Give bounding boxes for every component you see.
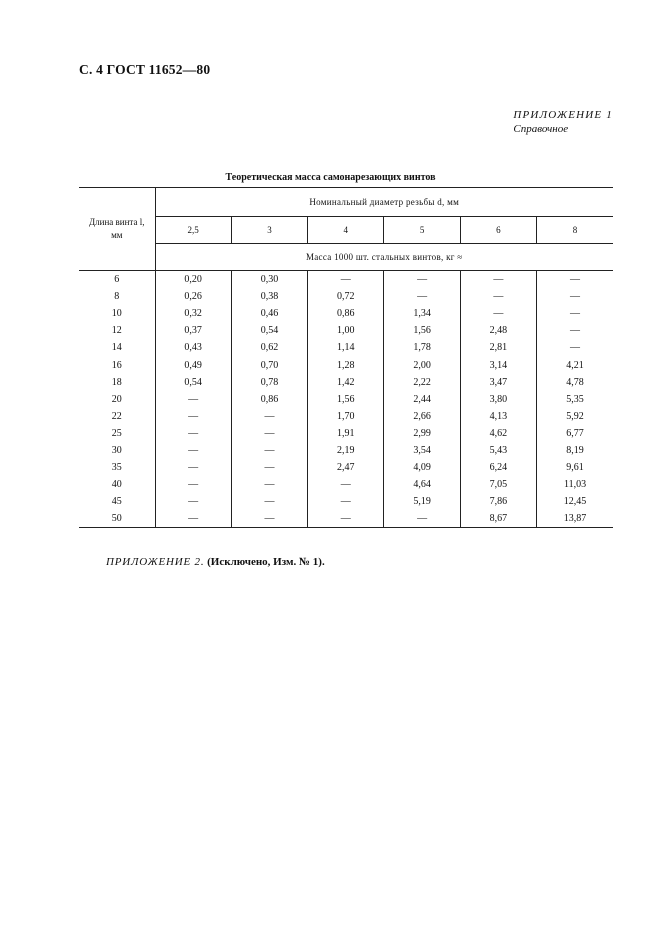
mass-cell: —	[155, 442, 231, 459]
footnote-text: (Исключено, Изм. № 1).	[207, 556, 325, 568]
mass-cell: 2,99	[384, 425, 460, 442]
table-row	[79, 305, 613, 322]
mass-cell: 3,80	[460, 391, 536, 408]
mass-cell: —	[155, 391, 231, 408]
length-cell: 40	[79, 476, 155, 493]
table-row	[79, 356, 613, 373]
mass-cell: 2,81	[460, 339, 536, 356]
mass-cell: 3,14	[460, 356, 536, 373]
mass-cell: 5,92	[537, 408, 613, 425]
mass-cell: —	[231, 459, 307, 476]
length-cell: 14	[79, 339, 155, 356]
mass-cell: —	[155, 408, 231, 425]
mass-cell: 0,54	[231, 322, 307, 339]
mass-cell: —	[384, 288, 460, 305]
mass-cell: 8,67	[460, 510, 536, 528]
table-row	[79, 459, 613, 476]
mass-cell: 2,19	[308, 442, 384, 459]
mass-cell: —	[308, 493, 384, 510]
length-cell: 10	[79, 305, 155, 322]
mass-cell: 0,43	[155, 339, 231, 356]
size-header-cell: 4	[308, 217, 384, 244]
page-header: С. 4 ГОСТ 11652—80	[79, 62, 211, 77]
mass-cell: —	[155, 510, 231, 528]
mass-cell: 0,72	[308, 288, 384, 305]
mass-cell: —	[231, 408, 307, 425]
length-cell: 16	[79, 356, 155, 373]
mass-cell: —	[155, 476, 231, 493]
table-row	[79, 476, 613, 493]
mass-cell: 2,66	[384, 408, 460, 425]
mass-cell: 0,46	[231, 305, 307, 322]
mass-cell: 1,00	[308, 322, 384, 339]
length-cell: 45	[79, 493, 155, 510]
mass-cell: —	[231, 425, 307, 442]
table-row	[79, 408, 613, 425]
length-cell: 25	[79, 425, 155, 442]
mass-cell: 2,47	[308, 459, 384, 476]
mass-cell: 13,87	[537, 510, 613, 528]
table-row	[79, 288, 613, 305]
length-cell: 12	[79, 322, 155, 339]
mass-cell: 6,24	[460, 459, 536, 476]
table-row	[79, 271, 613, 289]
appendix-note: Справочное	[513, 123, 569, 135]
mass-cell: —	[308, 476, 384, 493]
mass-cell: 7,05	[460, 476, 536, 493]
mass-cell: —	[537, 322, 613, 339]
mass-cell: —	[537, 305, 613, 322]
mass-cell: —	[231, 476, 307, 493]
mass-cell: 8,19	[537, 442, 613, 459]
mass-cell: 4,13	[460, 408, 536, 425]
mass-cell: 1,56	[384, 322, 460, 339]
size-header-cell: 2,5	[155, 217, 231, 244]
mass-cell: —	[384, 271, 460, 289]
length-cell: 22	[79, 408, 155, 425]
table-row	[79, 510, 613, 528]
mass-cell: 11,03	[537, 476, 613, 493]
mass-cell: 0,26	[155, 288, 231, 305]
mass-cell: —	[308, 271, 384, 289]
diameter-header: Номинальный диаметр резьбы d, мм	[155, 188, 613, 217]
mass-cell: —	[231, 510, 307, 528]
footnote-label: ПРИЛОЖЕНИЕ 2.	[106, 556, 205, 568]
size-header-cell: 6	[460, 217, 536, 244]
mass-cell: 0,62	[231, 339, 307, 356]
mass-cell: 9,61	[537, 459, 613, 476]
length-cell: 35	[79, 459, 155, 476]
mass-cell: —	[308, 510, 384, 528]
mass-cell: 4,62	[460, 425, 536, 442]
length-header	[79, 188, 155, 271]
mass-cell: 3,47	[460, 374, 536, 391]
mass-cell: —	[231, 493, 307, 510]
mass-cell: —	[460, 305, 536, 322]
mass-cell: 1,42	[308, 374, 384, 391]
mass-cell: —	[155, 425, 231, 442]
mass-cell: 0,49	[155, 356, 231, 373]
length-cell: 6	[79, 271, 155, 289]
mass-cell: 12,45	[537, 493, 613, 510]
mass-cell: 0,37	[155, 322, 231, 339]
table-row	[79, 425, 613, 442]
appendix-label: ПРИЛОЖЕНИЕ 1	[513, 109, 613, 121]
footnote	[106, 556, 325, 568]
length-header-line2: мм	[111, 230, 123, 240]
mass-cell: 6,77	[537, 425, 613, 442]
mass-cell: 0,70	[231, 356, 307, 373]
mass-cell: —	[460, 288, 536, 305]
mass-cell: 2,44	[384, 391, 460, 408]
mass-cell: 0,54	[155, 374, 231, 391]
mass-cell: 0,38	[231, 288, 307, 305]
size-header-cell: 3	[231, 217, 307, 244]
table-row	[79, 493, 613, 510]
mass-cell: —	[231, 442, 307, 459]
mass-cell: 1,56	[308, 391, 384, 408]
appendix-block	[513, 108, 613, 136]
table-title: Теоретическая масса самонарезающих винтов	[225, 172, 436, 183]
mass-cell: 4,78	[537, 374, 613, 391]
length-cell: 20	[79, 391, 155, 408]
table-row	[79, 442, 613, 459]
mass-cell: 5,43	[460, 442, 536, 459]
mass-cell: —	[384, 510, 460, 528]
mass-cell: 4,64	[384, 476, 460, 493]
mass-cell: —	[537, 339, 613, 356]
mass-cell: —	[155, 493, 231, 510]
mass-cell: 5,35	[537, 391, 613, 408]
mass-cell: —	[155, 459, 231, 476]
mass-cell: 1,34	[384, 305, 460, 322]
length-cell: 30	[79, 442, 155, 459]
length-header-line1: Длина винта l,	[89, 217, 145, 227]
mass-cell: 0,30	[231, 271, 307, 289]
table-row	[79, 339, 613, 356]
mass-cell: 0,86	[231, 391, 307, 408]
mass-cell: —	[537, 288, 613, 305]
table-row	[79, 322, 613, 339]
length-cell: 18	[79, 374, 155, 391]
mass-cell: 4,21	[537, 356, 613, 373]
mass-cell: 1,91	[308, 425, 384, 442]
size-header-cell: 8	[537, 217, 613, 244]
mass-cell: 0,32	[155, 305, 231, 322]
mass-cell: 3,54	[384, 442, 460, 459]
length-cell: 8	[79, 288, 155, 305]
mass-cell: 2,00	[384, 356, 460, 373]
mass-cell: 1,78	[384, 339, 460, 356]
mass-cell: 0,20	[155, 271, 231, 289]
table-body	[79, 271, 613, 528]
size-header-row	[79, 217, 613, 244]
mass-cell: —	[537, 271, 613, 289]
mass-cell: 0,78	[231, 374, 307, 391]
mass-header: Масса 1000 шт. стальных винтов, кг ≈	[155, 244, 613, 271]
table-row	[79, 391, 613, 408]
mass-cell: 1,14	[308, 339, 384, 356]
mass-cell: 5,19	[384, 493, 460, 510]
mass-cell: 2,22	[384, 374, 460, 391]
length-cell: 50	[79, 510, 155, 528]
size-header-cell: 5	[384, 217, 460, 244]
mass-cell: —	[460, 271, 536, 289]
mass-cell: 2,48	[460, 322, 536, 339]
mass-cell: 0,86	[308, 305, 384, 322]
mass-cell: 1,70	[308, 408, 384, 425]
mass-cell: 4,09	[384, 459, 460, 476]
table-row	[79, 374, 613, 391]
mass-cell: 1,28	[308, 356, 384, 373]
mass-table	[79, 187, 613, 528]
mass-cell: 7,86	[460, 493, 536, 510]
